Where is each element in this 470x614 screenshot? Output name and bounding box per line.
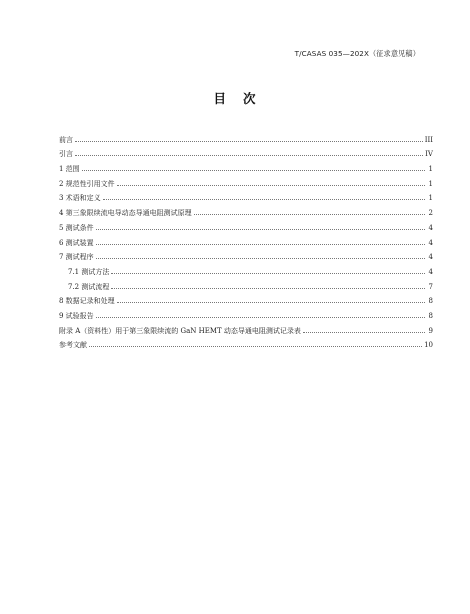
toc-entry-label: 7.2 测试流程 — [68, 282, 110, 291]
toc-entry-label: 9 试验报告 — [59, 311, 94, 320]
toc-entry-foreword[interactable] — [59, 129, 433, 144]
toc-entry-label: 6 测试装置 — [59, 238, 94, 247]
toc-entry-page: 7 — [428, 282, 433, 291]
toc-entry-label: 1 范围 — [59, 165, 80, 174]
toc-dot-leader — [111, 288, 425, 289]
toc-entry-test-principle[interactable] — [59, 202, 433, 217]
toc-entry-test-method[interactable] — [59, 261, 433, 276]
title-part-2: 次 — [243, 91, 257, 106]
title-part-1: 目 — [213, 91, 227, 106]
toc-dot-leader — [194, 214, 425, 215]
toc-entry-page: 4 — [428, 223, 433, 232]
toc-dot-leader — [303, 332, 425, 333]
toc-entry-test-procedure[interactable] — [59, 247, 433, 262]
toc-dot-leader — [117, 185, 425, 186]
toc-dot-leader — [117, 302, 425, 303]
toc-entry-test-conditions[interactable] — [59, 217, 433, 232]
toc-entry-label: 3 术语和定义 — [59, 194, 101, 203]
toc-entry-normative-references[interactable] — [59, 173, 433, 188]
toc-dot-leader — [75, 141, 423, 142]
toc-dot-leader — [75, 155, 423, 156]
toc-dot-leader — [96, 229, 425, 230]
toc-entry-terms-definitions[interactable] — [59, 188, 433, 203]
toc-entry-bibliography[interactable] — [59, 335, 433, 350]
toc-entry-label: 2 规范性引用文件 — [59, 179, 115, 188]
toc-entry-page: 1 — [428, 194, 433, 203]
toc-entry-test-flow[interactable] — [59, 276, 433, 291]
toc-entry-page: 4 — [428, 267, 433, 276]
toc-entry-label: 5 测试条件 — [59, 223, 94, 232]
toc-entry-page: 4 — [428, 238, 433, 247]
toc-dot-leader — [89, 346, 422, 347]
toc-dot-leader — [96, 244, 425, 245]
toc-entry-label: 引言 — [59, 150, 73, 159]
toc-entry-label: 8 数据记录和处理 — [59, 297, 115, 306]
toc-entry-page: 10 — [424, 341, 433, 350]
toc-entry-page: 8 — [428, 311, 433, 320]
toc-dot-leader — [82, 170, 425, 171]
toc-entry-page: 1 — [428, 165, 433, 174]
table-of-contents — [59, 129, 433, 349]
toc-entry-page: 8 — [428, 297, 433, 306]
toc-entry-introduction[interactable] — [59, 144, 433, 159]
toc-entry-label: 7 测试程序 — [59, 253, 94, 262]
toc-entry-annex-a[interactable] — [59, 320, 433, 335]
toc-entry-scope[interactable] — [59, 158, 433, 173]
toc-entry-page: IV — [425, 150, 433, 159]
toc-dot-leader — [111, 273, 425, 274]
toc-dot-leader — [103, 199, 425, 200]
toc-entry-test-apparatus[interactable] — [59, 232, 433, 247]
toc-entry-page: 1 — [428, 179, 433, 188]
toc-entry-label: 前言 — [59, 135, 73, 144]
toc-entry-page: 2 — [428, 209, 433, 218]
toc-entry-label: 7.1 测试方法 — [68, 267, 110, 276]
document-code: T/CASAS 035—202X（征求意见稿） — [294, 49, 420, 58]
toc-dot-leader — [96, 258, 425, 259]
toc-entry-page: III — [424, 135, 433, 144]
toc-entry-data-recording[interactable] — [59, 291, 433, 306]
toc-entry-test-report[interactable] — [59, 305, 433, 320]
toc-entry-label: 附录 A（资料性）用于第三象限续流的 GaN HEMT 动态导通电阻测试记录表 — [59, 326, 301, 335]
toc-entry-page: 9 — [428, 326, 433, 335]
page-title — [0, 89, 470, 107]
toc-entry-page: 4 — [428, 253, 433, 262]
toc-dot-leader — [96, 317, 425, 318]
toc-entry-label: 参考文献 — [59, 341, 87, 350]
toc-entry-label: 4 第三象限续流电导动态导通电阻测试原理 — [59, 209, 192, 218]
